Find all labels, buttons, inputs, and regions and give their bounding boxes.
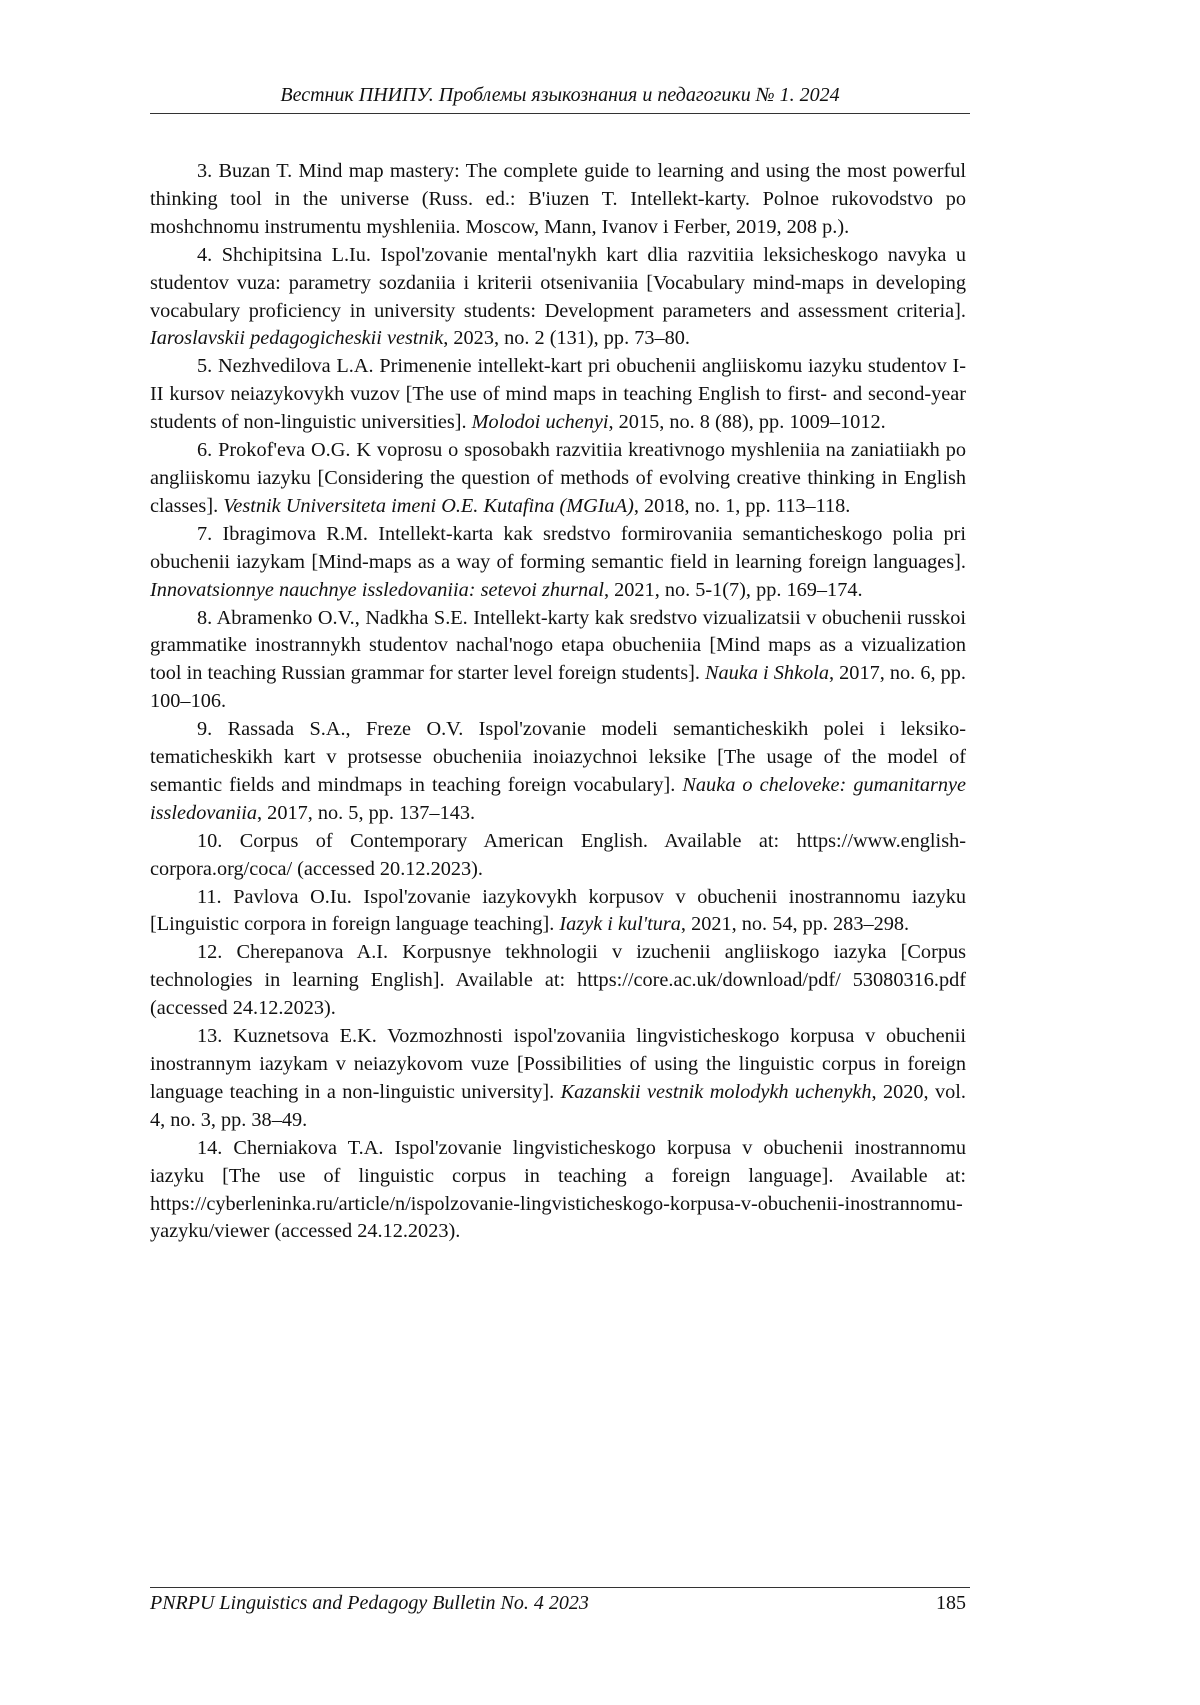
reference-number: 8.: [197, 607, 212, 629]
running-header: Вестник ПНИПУ. Проблемы языкознания и педагогики № 1. 2024: [150, 84, 970, 107]
reference-text: Kuznetsova E.K. Vozmozhnosti ispol'zovaniia lingvisticheskogo korpusa v obuchenii inostrannym iazykam v neiazykovom vuze [Possibilities of using the linguistic corpus in foreign language teaching in a non-linguistic university].: [150, 1025, 966, 1103]
footer-title: PNRPU Linguistics and Pedagogy Bulletin No. 4 2023: [150, 1592, 589, 1615]
journal-title: Molodoi uchenyi: [472, 411, 609, 433]
journal-title: Vestnik Universiteta imeni O.E. Kutafina (MGIuA): [223, 495, 634, 517]
reference-number: 4.: [197, 244, 212, 266]
header-rule: [150, 113, 970, 114]
reference-item: [150, 353, 966, 437]
reference-text: , 2017, no. 5, pp. 137–143.: [257, 802, 475, 824]
reference-text: , 2023, no. 2 (131), pp. 73–80.: [443, 327, 690, 349]
reference-text: Corpus of Contemporary American English. Available at: https://www.english-corpora.org/coca/ (accessed 20.12.2023).: [150, 830, 966, 880]
reference-number: 7.: [197, 523, 212, 545]
footer-rule: [150, 1587, 970, 1588]
reference-text: Buzan T. Mind map mastery: The complete guide to learning and using the most powerful thinking tool in the universe (Russ. ed.: B'iuzen T. Intellekt-karty. Polnoe rukovodstvo po moshchnomu instrumentu myshleniia. Moscow, Mann, Ivanov i Ferber, 2019, 208 p.).: [150, 160, 966, 238]
reference-number: 12.: [197, 941, 222, 963]
reference-item: [150, 521, 966, 605]
reference-item: [150, 828, 966, 884]
journal-title: Innovatsionnye nauchnye issledovaniia: setevoi zhurnal: [150, 579, 604, 601]
reference-text: , 2018, no. 1, pp. 113–118.: [634, 495, 851, 517]
reference-text: Shchipitsina L.Iu. Ispol'zovanie mental'nykh kart dlia razvitiia leksicheskogo navyka u studentov vuza: parametry sozdaniia i kriterii otsenivaniia [Vocabulary mind-maps in developing vocabulary proficiency in university students: Development parameters and assessment criteria].: [150, 244, 966, 322]
journal-title: Iaroslavskii pedagogicheskii vestnik: [150, 327, 443, 349]
reference-text: Rassada S.A., Freze O.V. Ispol'zovanie modeli semanticheskikh polei i leksiko-tematicheskikh kart v protsesse obucheniia inoiazychnoi leksike [The usage of the model of semantic fields and mindmaps in teaching foreign vocabulary].: [150, 718, 966, 796]
reference-item: [150, 605, 966, 717]
reference-list: [150, 158, 966, 1246]
reference-item: [150, 158, 966, 242]
reference-text: Ibragimova R.M. Intellekt-karta kak sredstvo formirovaniia semanticheskogo polia pri obuchenii iazykam [Mind-maps as a way of forming semantic field in learning foreign languages].: [150, 523, 966, 573]
reference-number: 13.: [197, 1025, 222, 1047]
reference-item: [150, 1023, 966, 1135]
reference-text: , 2015, no. 8 (88), pp. 1009–1012.: [609, 411, 886, 433]
reference-text: Abramenko O.V., Nadkha S.E. Intellekt-karty kak sredstvo vizualizatsii v obuchenii russkoi grammatike inostrannykh studentov nachal'nogo etapa obucheniia [Mind maps as a vizualization tool in teaching Russian grammar for starter level foreign students].: [150, 607, 966, 685]
reference-text: , 2021, no. 54, pp. 283–298.: [681, 913, 909, 935]
reference-text: , 2020, vol. 4, no. 3, pp. 38–49.: [150, 1081, 966, 1131]
reference-text: , 2017, no. 6, pp. 100–106.: [150, 662, 966, 712]
page-number: 185: [936, 1592, 966, 1615]
reference-number: 14.: [197, 1137, 222, 1159]
reference-item: [150, 716, 966, 828]
reference-item: [150, 437, 966, 521]
reference-text: Nezhvedilova L.A. Primenenie intellekt-kart pri obuchenii angliiskomu iazyku studentov I-II kursov neiazykovykh vuzov [The use of mind maps in teaching English to first- and second-year students of non-linguistic universities].: [150, 355, 966, 433]
reference-item: [150, 1135, 966, 1247]
journal-title: Iazyk i kul'tura: [559, 913, 681, 935]
reference-item: [150, 884, 966, 940]
reference-text: Cherniakova T.A. Ispol'zovanie lingvisticheskogo korpusa v obuchenii inostrannomu iazyku [The use of linguistic corpus in teaching a foreign language]. Available at: https://cyberleninka.ru/article/n/ispolzovanie-lingvisticheskogo-korpusa-v-obuchenii-inostrannomu-yazyku/viewer (accessed 24.12.2023).: [150, 1137, 966, 1243]
reference-number: 9.: [197, 718, 212, 740]
reference-number: 11.: [197, 886, 222, 908]
reference-text: Cherepanova A.I. Korpusnye tekhnologii v izuchenii angliiskogo iazyka [Corpus technologies in learning English]. Available at: https://core.ac.uk/download/pdf/ 53080316.pdf (accessed 24.12.2023).: [150, 941, 966, 1019]
reference-number: 10.: [197, 830, 222, 852]
running-footer: [150, 1592, 966, 1615]
reference-text: , 2021, no. 5-1(7), pp. 169–174.: [604, 579, 863, 601]
reference-text: Prokof'eva O.G. K voprosu o sposobakh razvitiia kreativnogo myshleniia na zaniatiiakh po angliiskomu iazyku [Considering the question of methods of evolving creative thinking in English classes].: [150, 439, 966, 517]
journal-title: Nauka o cheloveke: gumanitarnye issledovaniia: [150, 774, 966, 824]
journal-title: Nauka i Shkola: [705, 662, 829, 684]
reference-number: 6.: [197, 439, 212, 461]
reference-item: [150, 939, 966, 1023]
reference-text: Pavlova O.Iu. Ispol'zovanie iazykovykh korpusov v obuchenii inostrannomu iazyku [Linguistic corpora in foreign language teaching].: [150, 886, 966, 936]
reference-number: 5.: [197, 355, 212, 377]
reference-number: 3.: [197, 160, 212, 182]
journal-title: Kazanskii vestnik molodykh uchenykh: [561, 1081, 872, 1103]
reference-item: [150, 242, 966, 354]
